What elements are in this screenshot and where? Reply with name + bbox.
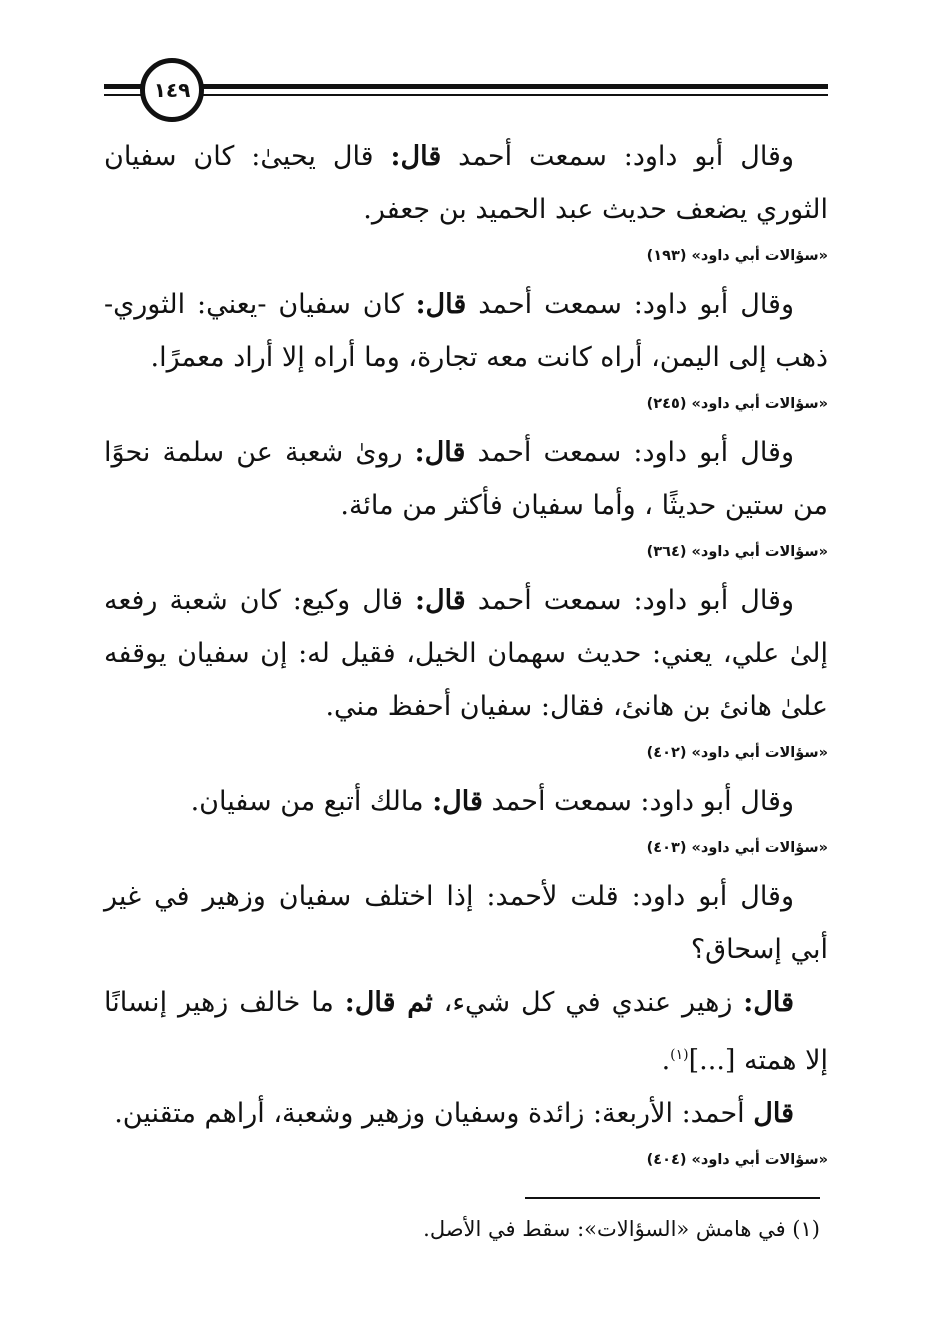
bold-phrase: قال (753, 1098, 794, 1129)
entry (104, 574, 828, 765)
text-run: زهير عندي في كل شيء، (432, 987, 744, 1018)
page-number-badge (140, 58, 204, 122)
text-run: . (661, 1045, 671, 1076)
bold-phrase: قال: (432, 786, 483, 817)
entry-paragraph (104, 574, 828, 733)
entry-paragraph (104, 870, 828, 976)
entry (104, 278, 828, 416)
page-header (0, 0, 940, 140)
text-run: وقال أبو داود: سمعت أحمد (441, 141, 795, 172)
entry (104, 426, 828, 564)
source-citation: «سؤالات أبي داود» (٤٠٤) (646, 1152, 828, 1168)
source-citation: «سؤالات أبي داود» (١٩٣) (646, 248, 828, 264)
bold-phrase: قال: (415, 585, 466, 616)
text-run: وقال أبو داود: سمعت أحمد (465, 585, 795, 616)
entry (104, 870, 828, 1172)
page-body (104, 130, 828, 1182)
bold-phrase: قال: (415, 289, 467, 320)
text-run: وقال أبو داود: قلت لأحمد: إذا اختلف سفيان وزهير في غير أبي إسحاق؟ (104, 881, 828, 965)
source-citation: «سؤالات أبي داود» (٣٦٤) (646, 544, 828, 560)
footnote: (١) في هامش «السؤالات»: سقط في الأصل. (423, 1217, 820, 1241)
entry (104, 130, 828, 268)
entry-paragraph (104, 775, 828, 828)
entry-paragraph (104, 426, 828, 532)
text-run: قال يحيىٰ: كان سفيان الثوري يضعف حديث عبد الحميد بن جعفر. (104, 141, 828, 225)
text-run: قال وكيع: كان شعبة رفعه إلىٰ علي، يعني: حديث سهمان الخيل، فقيل له: إن سفيان يوقفه علىٰ هانئ بن هانئ، فقال: سفيان أحفظ مني. (104, 585, 828, 722)
bold-phrase: ثم قال: (344, 987, 433, 1018)
header-rule-thin (104, 94, 828, 96)
page-number: ١٤٩ (153, 78, 191, 102)
text-run: كان سفيان -يعني: الثوري- ذهب إلى اليمن، أراه كانت معه تجارة، وما أراه إلا أراد معمرًا. (104, 289, 828, 373)
source-citation: «سؤالات أبي داود» (٤٠٣) (646, 840, 828, 856)
text-run: وقال أبو داود: سمعت أحمد (482, 786, 794, 817)
entry-paragraph (104, 976, 828, 1087)
entry-paragraph (104, 130, 828, 236)
source-citation: «سؤالات أبي داود» (٢٤٥) (646, 396, 828, 412)
entry-paragraph (104, 1087, 828, 1140)
header-rule-thick (104, 84, 828, 89)
text-run: وقال أبو داود: سمعت أحمد (465, 437, 794, 468)
entry (104, 775, 828, 860)
text-run: وقال أبو داود: سمعت أحمد (466, 289, 794, 320)
bold-phrase: قال: (414, 437, 466, 468)
text-run: روىٰ شعبة عن سلمة نحوًا من ستين حديثًا ، وأما سفيان فأكثر من مائة. (104, 437, 828, 521)
text-run: مالك أتبع من سفيان. (190, 786, 433, 817)
footnote-ref: (١) (670, 1047, 689, 1063)
text-run: أحمد: الأربعة: زائدة وسفيان وزهير وشعبة، أراهم متقنين. (114, 1098, 754, 1129)
source-citation: «سؤالات أبي داود» (٤٠٢) (646, 745, 828, 761)
entry-paragraph (104, 278, 828, 384)
footnote-separator (525, 1197, 820, 1199)
bold-phrase: قال: (390, 141, 442, 172)
text-run: ما خالف زهير إنسانًا إلا همته [...] (104, 987, 828, 1076)
bold-phrase: قال: (743, 987, 794, 1018)
